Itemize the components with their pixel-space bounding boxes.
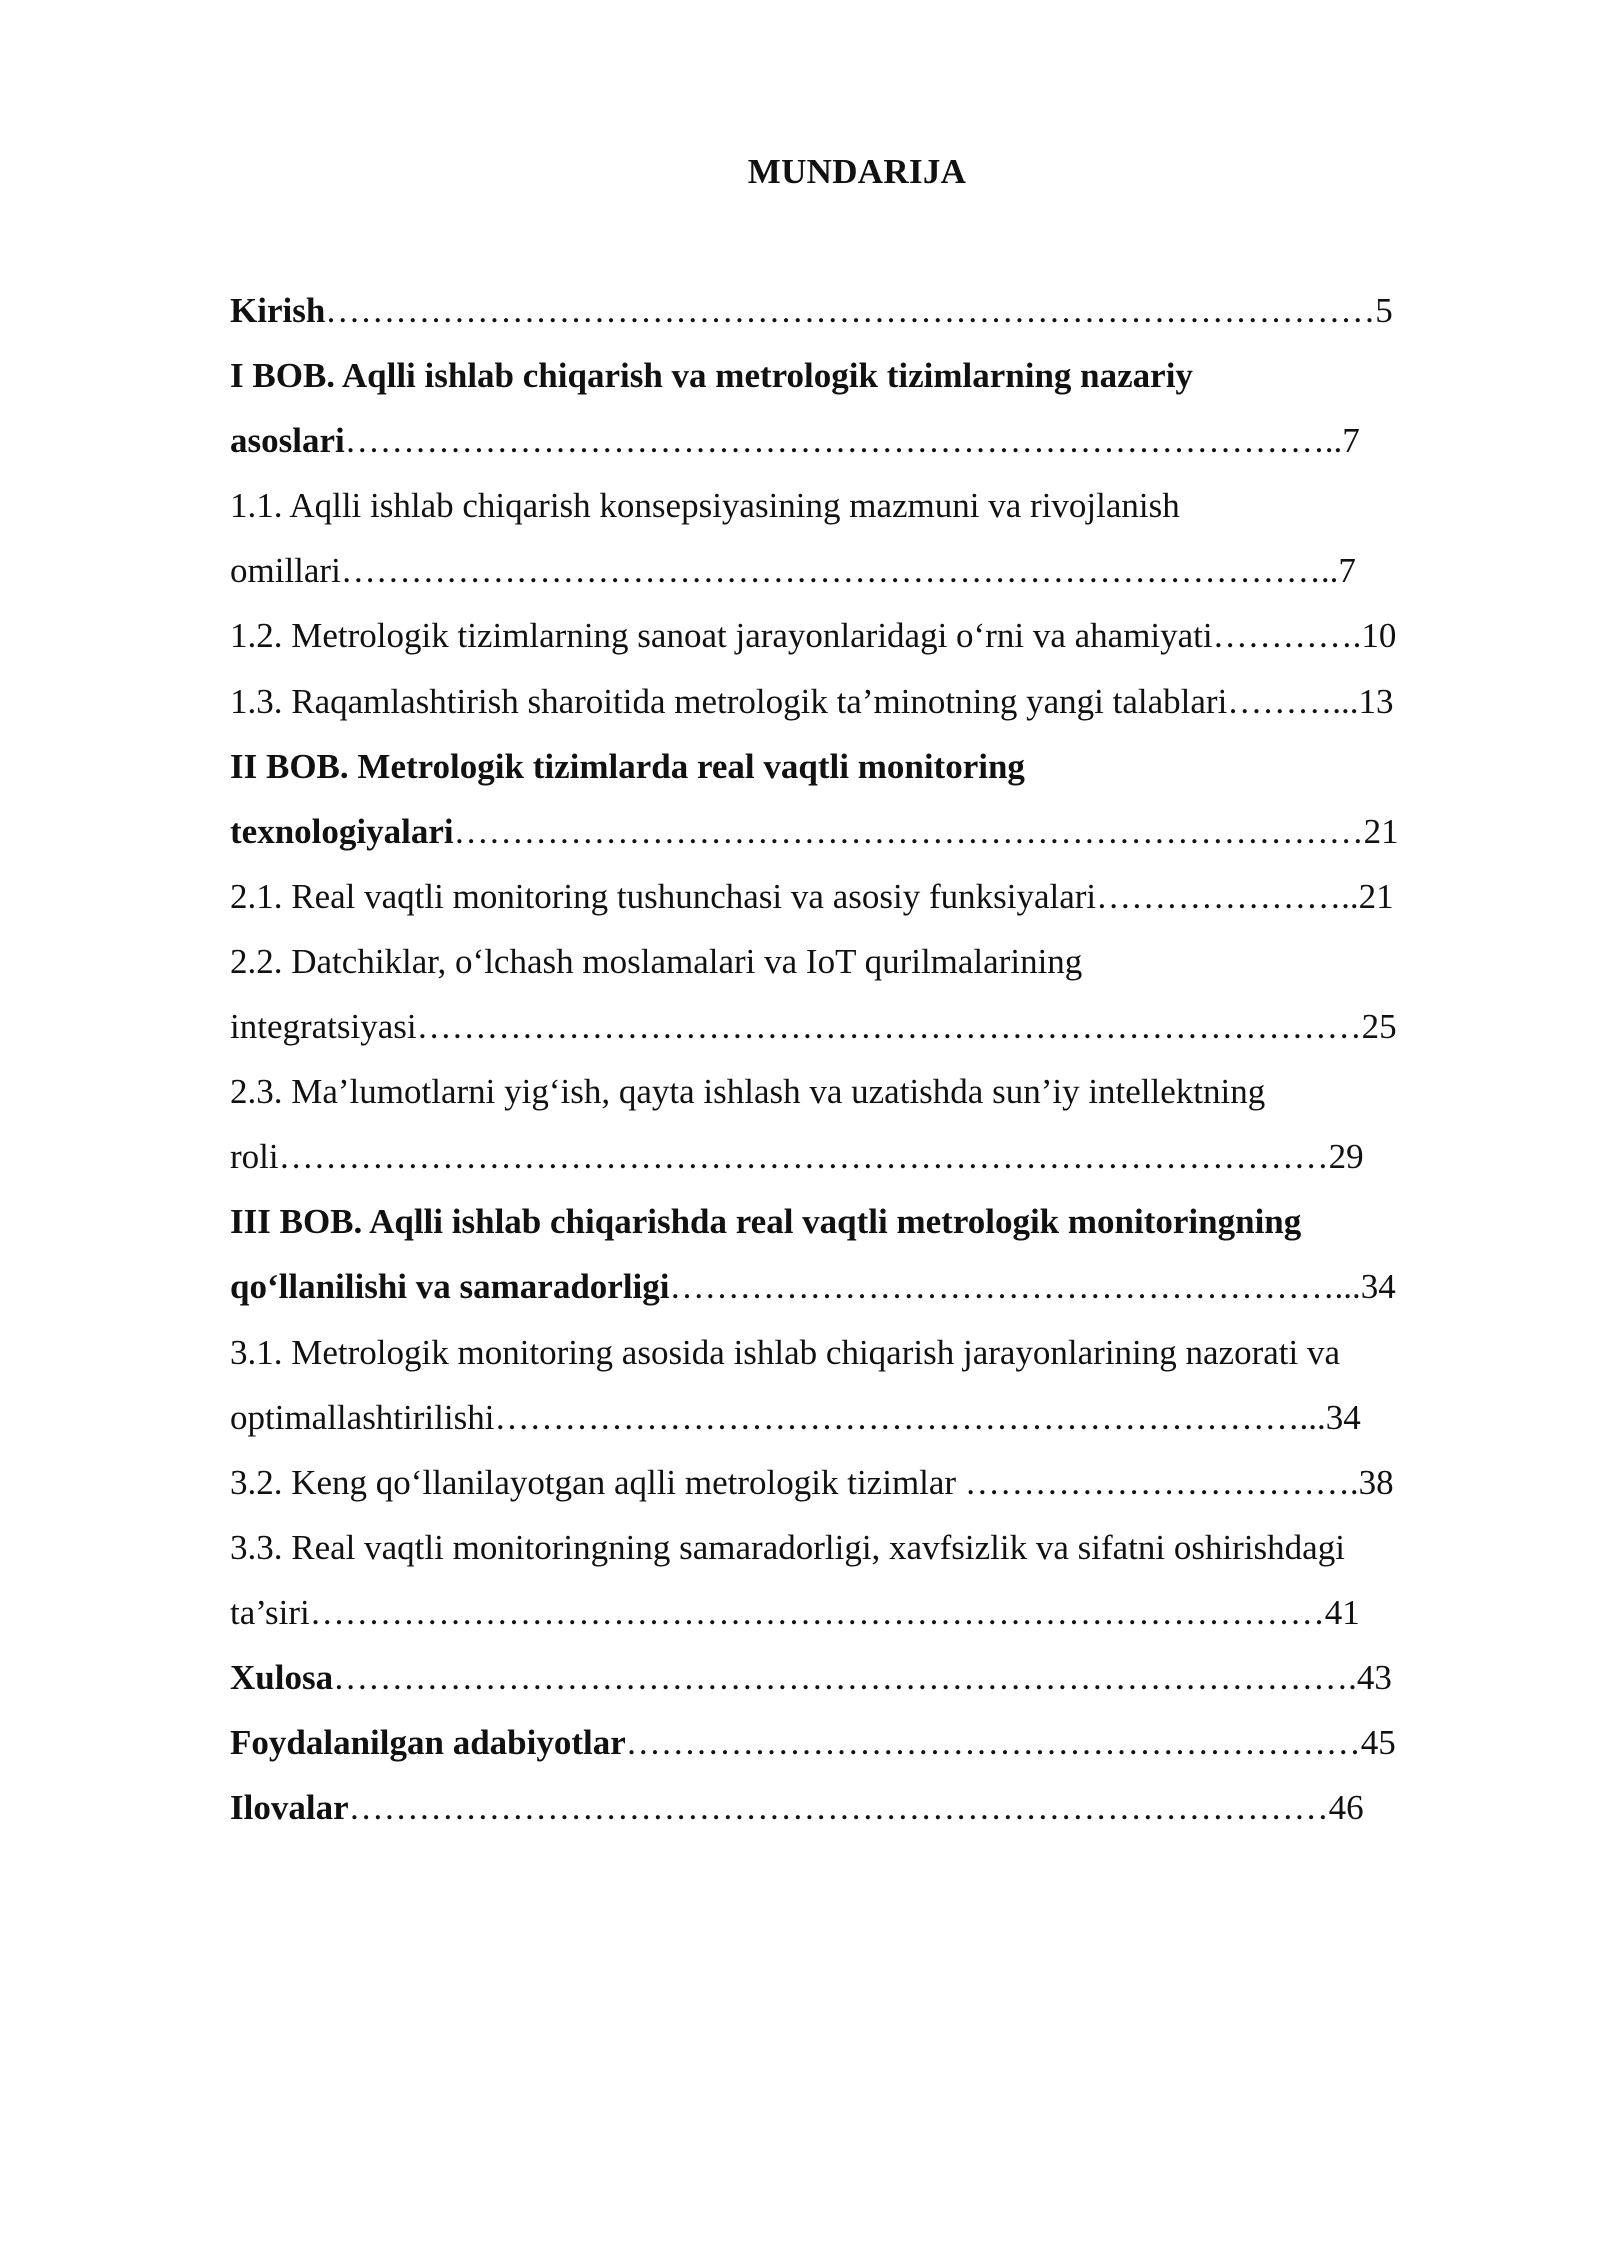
toc-entry-text: 3.2. Keng qo‘llanilayotgan aqlli metrologik tizimlar xyxy=(230,1462,965,1502)
toc-entry-text: 2.1. Real vaqtli monitoring tushunchasi va asosiy funksiyalari xyxy=(230,876,1097,916)
toc-entry-text: 1.1. Aqlli ishlab chiqarish konsepsiyasining mazmuni va rivojlanish xyxy=(230,486,1180,526)
toc-leader-dots: …………. xyxy=(1212,616,1362,656)
toc-line xyxy=(230,734,1490,799)
toc-line xyxy=(230,1254,1490,1319)
toc-page-number: 43 xyxy=(1356,1657,1392,1697)
toc-leader-dots: ……………………………. xyxy=(964,1462,1359,1502)
toc-entry-text: Xulosa xyxy=(230,1657,334,1697)
toc-leader-dots: …………………………………………………………………………… xyxy=(309,1592,1325,1632)
toc-entry-text: optimallashtirilishi xyxy=(230,1397,495,1437)
toc-entry-text: roli xyxy=(230,1137,279,1177)
toc-line xyxy=(230,1710,1490,1775)
toc-entry-text: 3.3. Real vaqtli monitoringning samaradorligi, xavfsizlik va sifatni oshirishdagi xyxy=(230,1527,1345,1567)
toc-page-number: 21 xyxy=(1358,876,1394,916)
toc-entry-text: 3.1. Metrologik monitoring asosida ishlab chiqarish jarayonlarining nazorati va xyxy=(230,1332,1341,1372)
toc-leader-dots: …………………………………………………………………… xyxy=(453,811,1364,851)
toc-page-number: 34 xyxy=(1360,1267,1396,1307)
toc-page-number: 10 xyxy=(1361,616,1397,656)
toc-page-number: 46 xyxy=(1328,1788,1364,1828)
toc-page-number: 45 xyxy=(1360,1723,1396,1763)
toc-line xyxy=(230,278,1490,343)
toc-leader-dots: …………………………………………………... xyxy=(669,1267,1361,1307)
toc-line xyxy=(230,538,1490,603)
toc-page-number: 7 xyxy=(1342,421,1360,461)
toc-page-number: 25 xyxy=(1361,1007,1397,1047)
toc-entry-text: ta’siri xyxy=(230,1592,310,1632)
toc-line xyxy=(230,603,1490,668)
toc-line xyxy=(230,343,1490,408)
toc-leader-dots: ………………………………………………………………………….. xyxy=(340,551,1339,591)
toc-entry-text: qo‘llanilishi va samaradorligi xyxy=(230,1267,670,1307)
toc-page-number: 5 xyxy=(1375,291,1393,330)
toc-line xyxy=(230,1189,1490,1254)
toc-leader-dots: ……………………………………………………………... xyxy=(494,1397,1326,1437)
table-of-contents xyxy=(230,278,1490,1840)
toc-line xyxy=(230,473,1490,538)
toc-entry-text: asoslari xyxy=(230,421,345,461)
toc-page-number: 7 xyxy=(1338,551,1356,591)
toc-page-number: 21 xyxy=(1363,811,1399,851)
toc-line xyxy=(230,799,1490,864)
toc-leader-dots: ………………………………………………………………………….. xyxy=(344,421,1343,461)
toc-line xyxy=(230,408,1490,473)
toc-line xyxy=(230,1645,1490,1710)
toc-entry-text: Foydalanilgan adabiyotlar xyxy=(230,1723,626,1763)
toc-line xyxy=(230,1059,1490,1124)
toc-line xyxy=(230,1124,1490,1189)
toc-line xyxy=(230,1515,1490,1580)
toc-entry-text: 1.2. Metrologik tizimlarning sanoat jarayonlaridagi o‘rni va ahamiyati xyxy=(230,616,1213,656)
toc-entry-text: III BOB. Aqlli ishlab chiqarishda real vaqtli metrologik monitoringning xyxy=(230,1202,1302,1242)
toc-page-number: 34 xyxy=(1325,1397,1361,1437)
toc-page-number: 41 xyxy=(1324,1592,1360,1632)
toc-line xyxy=(230,1580,1490,1645)
toc-line xyxy=(230,1320,1490,1385)
toc-leader-dots: ………………….. xyxy=(1096,876,1359,916)
toc-leader-dots: ………………………………………………………………………… xyxy=(348,1788,1329,1828)
toc-entry-text: 1.3. Raqamlashtirish sharoitida metrologik ta’minotning yangi talablari xyxy=(230,681,1228,721)
toc-entry-text: I BOB. Aqlli ishlab chiqarish va metrologik tizimlarning nazariy xyxy=(230,356,1193,396)
toc-line xyxy=(230,1385,1490,1450)
toc-line xyxy=(230,669,1490,734)
toc-entry-text: omillari xyxy=(230,551,341,591)
toc-line xyxy=(230,1775,1490,1840)
toc-leader-dots: ………... xyxy=(1227,681,1359,721)
toc-entry-text: Ilovalar xyxy=(230,1788,349,1828)
toc-entry-text: Kirish xyxy=(230,291,326,330)
toc-leader-dots: ……………………………………………………… xyxy=(625,1723,1361,1763)
toc-line xyxy=(230,1450,1490,1515)
toc-leader-dots: ……………………………………………………………………… xyxy=(416,1007,1362,1047)
toc-page-number: 29 xyxy=(1328,1137,1364,1177)
toc-leader-dots: ……………………………………………………………………………… xyxy=(278,1137,1329,1177)
toc-page-number: 38 xyxy=(1358,1462,1394,1502)
toc-entry-text: II BOB. Metrologik tizimlarda real vaqtli monitoring xyxy=(230,746,1025,786)
toc-entry-text: integratsiyasi xyxy=(230,1007,417,1047)
toc-page-number: 13 xyxy=(1358,681,1394,721)
toc-line xyxy=(230,994,1490,1059)
toc-leader-dots: ……………………………………………………………………………. xyxy=(333,1657,1357,1697)
toc-entry-text: texnologiyalari xyxy=(230,811,454,851)
toc-leader-dots: ……………………………………………………………………………… xyxy=(325,291,1376,330)
page-title: MUNDARIJA xyxy=(747,152,967,191)
toc-entry-text: 2.2. Datchiklar, o‘lchash moslamalari va IoT qurilmalarining xyxy=(230,941,1083,981)
toc-line xyxy=(230,864,1490,929)
toc-entry-text: 2.3. Ma’lumotlarni yig‘ish, qayta ishlash va uzatishda sun’iy intellektning xyxy=(230,1072,1266,1112)
toc-line xyxy=(230,929,1490,994)
